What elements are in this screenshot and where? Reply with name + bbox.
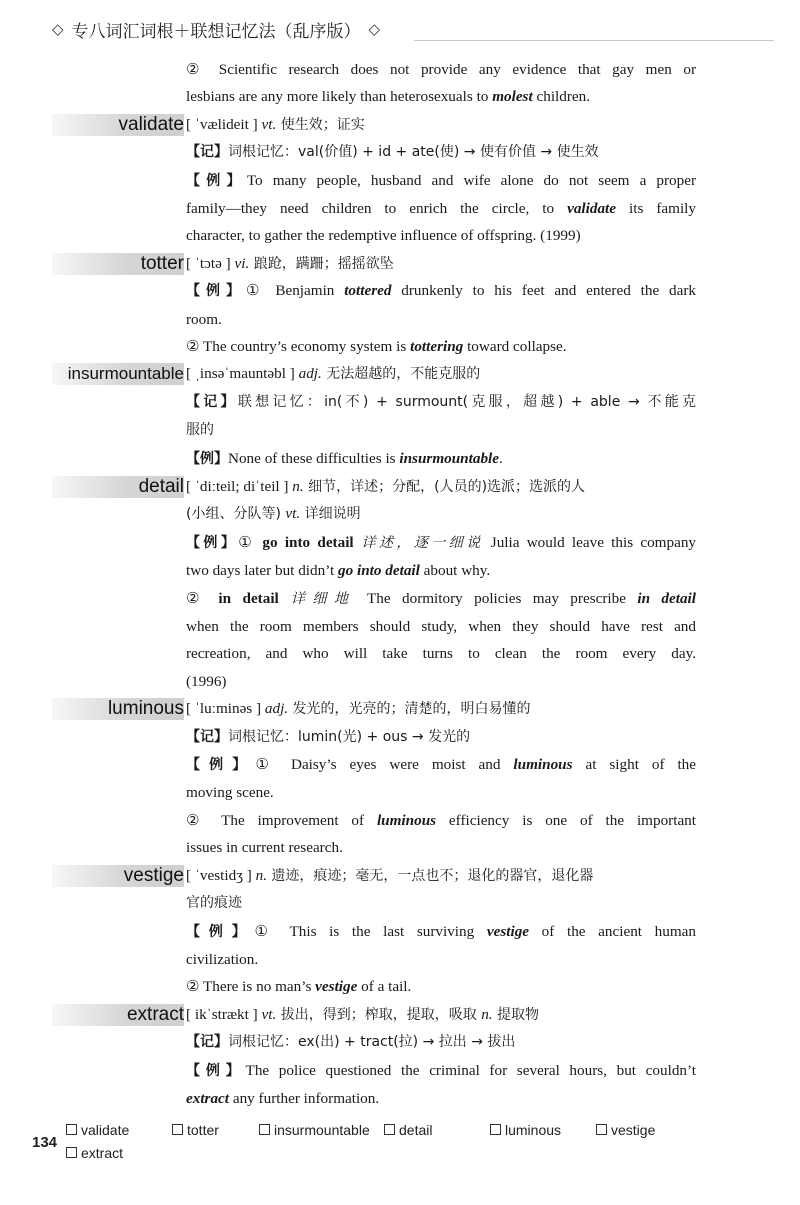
checkbox-item[interactable]: extract (66, 1145, 123, 1161)
definition-line: 官的痕迹 (186, 895, 242, 912)
example-line: when the room members should study, when they should have rest and (186, 618, 696, 636)
checkbox-item[interactable]: luminous (490, 1122, 561, 1138)
example-line: lesbians are any more likely than heterosexuals to molest children. (186, 88, 591, 106)
checkbox-item[interactable]: vestige (596, 1122, 655, 1138)
memo-line: 【记】联想记忆：in(不) + surmount(克服，超越) + able → 不能克 (186, 393, 697, 410)
checkbox-item[interactable]: insurmountable (259, 1122, 370, 1138)
definition-line: [ ˈluːminəs ] adj. 发光的，光亮的；清楚的，明白易懂的 (186, 700, 531, 718)
memo-line: 【记】词根记忆：ex(出) + tract(拉) → 拉出 → 拔出 (186, 1034, 516, 1051)
example-line: ② The improvement of luminous efficiency is one of the important (186, 810, 696, 829)
example-line: 【例】① This is the last surviving vestige of the ancient human (186, 921, 696, 940)
checkbox-icon[interactable] (384, 1124, 395, 1135)
example-line: moving scene. (186, 784, 274, 802)
example-line: ② Scientific research does not provide any evidence that gay men or (186, 60, 696, 78)
example-line: 【例】① Daisy’s eyes were moist and luminous at sight of the (186, 755, 696, 774)
headword: totter (140, 252, 184, 274)
definition-line: (小组、分队等) vt. 详细说明 (186, 505, 361, 523)
example-line: recreation, and who will take turns to clean the room every day. (186, 645, 696, 663)
example-line: 【例】① go into detail 详述，逐一细说 Julia would leave this company (186, 532, 697, 551)
checkbox-icon[interactable] (66, 1124, 77, 1135)
example-line: issues in current research. (186, 839, 343, 857)
memo-line: 【记】词根记忆：lumin(光) + ous → 发光的 (186, 728, 471, 745)
definition-line: [ ˈtɔtə ] vi. 踉跄，蹒跚；摇摇欲坠 (186, 254, 394, 272)
example-line: (1996) (186, 672, 227, 690)
example-line: two days later but didn’t go into detail about why. (186, 562, 491, 580)
book-title: 专八词汇词根＋联想记忆法（乱序版） (71, 21, 361, 42)
definition-line: [ ˈdiːteil; diˈteil ] n. 细节，详述；分配，(人员的)选派；选派的人 (186, 478, 586, 496)
example-line: ② The country’s economy system is tottering toward collapse. (186, 337, 567, 356)
entry-luminous (0, 695, 800, 722)
checkbox-icon[interactable] (172, 1124, 183, 1135)
headword: luminous (107, 698, 184, 720)
diamond-icon: ◇ (52, 20, 64, 38)
diamond-icon: ◇ (368, 20, 381, 38)
entry-extract (0, 1001, 800, 1028)
page-number: 134 (32, 1134, 58, 1151)
memo-line: 【记】词根记忆：val(价值) + id + ate(使) → 使有价值 → 使生效 (186, 144, 599, 161)
headword: extract (126, 1003, 184, 1025)
checkbox-icon[interactable] (490, 1124, 501, 1135)
header-rule (414, 40, 774, 41)
example-line: 【例】① Benjamin tottered drunkenly to his feet and entered the dark (186, 281, 696, 300)
headword: insurmountable (67, 364, 184, 384)
checkbox-icon[interactable] (259, 1124, 270, 1135)
example-line: room. (186, 310, 222, 328)
definition-line: [ ˈvestidʒ ] n. 遗迹，痕迹；毫无，一点也不；退化的器官，退化器 (186, 866, 594, 884)
entry-insurmountable (0, 360, 800, 387)
checkbox-item[interactable]: validate (66, 1122, 129, 1138)
example-line: ② in detail 详细地 The dormitory policies may prescribe in detail (186, 588, 696, 607)
example-line: 【例】The police questioned the criminal for several hours, but couldn’t (186, 1061, 697, 1079)
example-line: 【例】To many people, husband and wife alone do not seem a proper (186, 171, 697, 189)
entry-validate (0, 111, 800, 138)
entry-totter (0, 250, 800, 277)
checkbox-item[interactable]: totter (172, 1122, 219, 1138)
page-body (0, 56, 800, 1112)
headword: validate (118, 113, 184, 135)
example-line: family—they need children to enrich the circle, to validate its family (186, 200, 696, 218)
example-line: extract any further information. (186, 1089, 380, 1107)
memo-line: 服的 (186, 422, 214, 439)
definition-line: [ ˌinsəˈmauntəbl ] adj. 无法超越的，不能克服的 (186, 365, 481, 383)
example-line: ② There is no man’s vestige of a tail. (186, 977, 412, 996)
running-header (52, 16, 380, 42)
headword: detail (138, 476, 184, 498)
example-line: civilization. (186, 950, 259, 968)
entry-vestige (0, 862, 800, 889)
checkbox-icon[interactable] (596, 1124, 607, 1135)
entry-detail (0, 473, 800, 500)
headword: vestige (123, 864, 184, 886)
definition-line: [ ikˈstrækt ] vt. 拔出，得到；榨取，提取，吸取 n. 提取物 (186, 1005, 540, 1023)
checkbox-item[interactable]: detail (384, 1122, 432, 1138)
definition-line: [ ˈvælideit ] vt. 使生效；证实 (186, 115, 365, 133)
example-line: character, to gather the redemptive influence of offspring. (1999) (186, 227, 581, 245)
checkbox-icon[interactable] (66, 1147, 77, 1158)
example-line: 【例】None of these difficulties is insurmountable. (186, 449, 503, 467)
